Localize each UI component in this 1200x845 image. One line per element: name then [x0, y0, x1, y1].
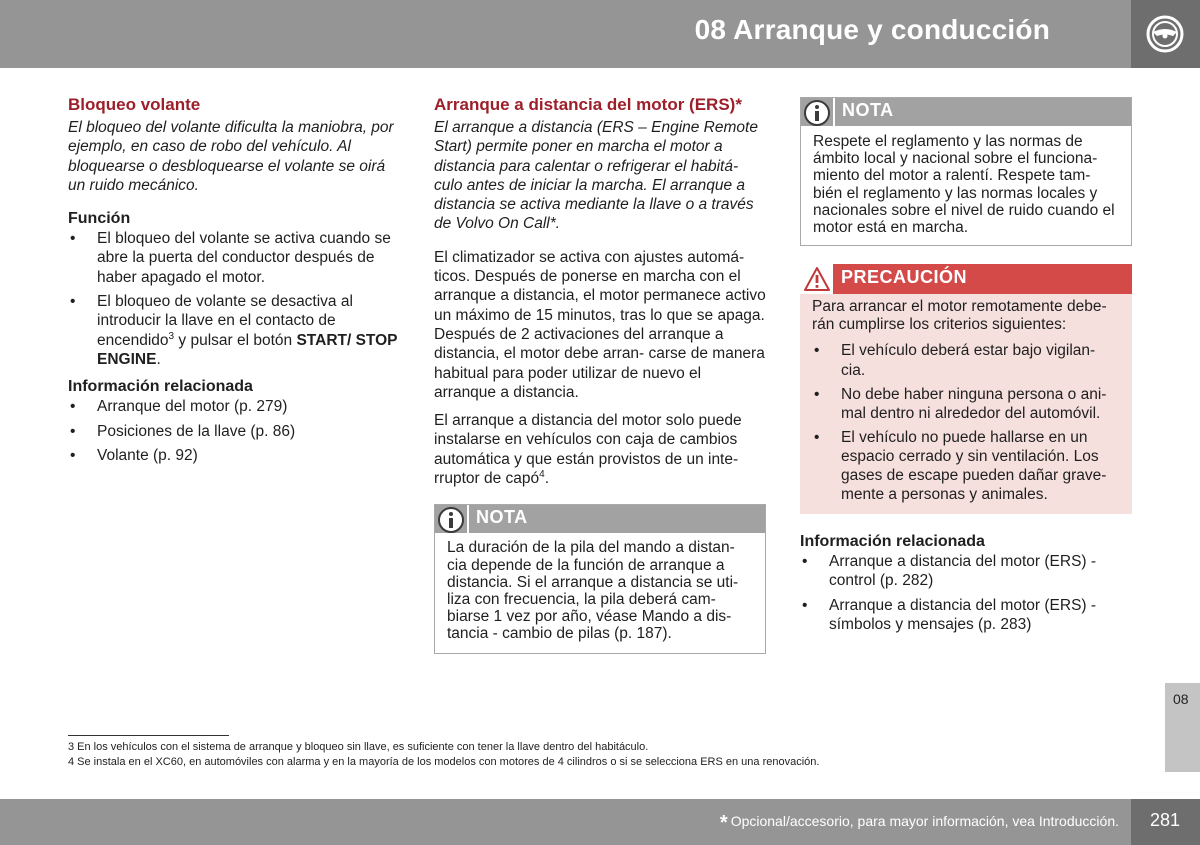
- funcion-list: [68, 229, 398, 369]
- related-link[interactable]: • Posiciones de la llave (p. 86): [70, 422, 296, 440]
- chapter-tab-label: 08: [1173, 691, 1189, 707]
- warning-icon: [804, 267, 830, 291]
- bullet-icon: •: [70, 230, 76, 248]
- related-link[interactable]: • Arranque a distancia del motor (ERS) - control (p. 282): [802, 553, 1097, 590]
- note-box: [800, 97, 1132, 246]
- info-icon: [804, 100, 830, 126]
- paragraph: El arranque a distancia del motor solo puede instalarse en vehículos con caja de cambios automática y que están provistos de un inte- rruptor de capó$^4$.: [434, 412, 742, 488]
- footnote-ref: 3: [168, 330, 175, 342]
- bullet-icon: •: [814, 342, 820, 360]
- list-item: [68, 229, 398, 287]
- list-item: [68, 292, 398, 369]
- footnote-divider: [68, 735, 229, 736]
- footnote-4: 4 Se instala en el XC60, en automóviles con alarma y en la mayoría de los modelos con motores de 4 cilindros o si se selecciona ERS en una renovación.: [68, 755, 820, 768]
- asterisk-icon: *: [719, 812, 728, 834]
- page-number-box: [1131, 799, 1200, 845]
- chapter-icon-box: [1131, 0, 1200, 68]
- steering-lock-intro: El bloqueo del volante dificulta la maniobra, por ejemplo, en caso de robo del vehículo. Al bloquearse o desbloquearse el volante se oirá un ruido mecánico.: [68, 119, 394, 194]
- section-title-steering-lock: Bloqueo volante: [68, 95, 201, 114]
- caution-title: PRECAUCIÓN: [841, 267, 968, 288]
- related-list: [800, 552, 1132, 634]
- related-link[interactable]: • Volante (p. 92): [70, 446, 198, 464]
- header-bar: [0, 0, 1131, 68]
- note-box: [434, 504, 766, 653]
- caution-box: [800, 264, 1132, 514]
- related-link[interactable]: • Arranque del motor (p. 279): [70, 398, 288, 416]
- caution-intro: Para arrancar el motor remotamente debe- rán cumplirse los criterios siguientes:: [812, 298, 1107, 333]
- bullet-icon: •: [70, 398, 76, 416]
- note-header: [435, 505, 765, 533]
- section-title-remote-start: Arranque a distancia del motor (ERS)*: [434, 95, 742, 114]
- funcion-heading: Función: [68, 210, 131, 228]
- footnote-ref: 4: [539, 468, 545, 480]
- paragraph: El climatizador se activa con ajustes automá- ticos. Después de ponerse en marcha con el arranque a distancia, el motor permanece activo un máximo de 15 minutos, tras lo que se apaga. Después de 2 activaciones del arranque a distancia, el motor debe arran- carse de manera habitual para poder utilizar de nuevo el arranque a distancia.: [434, 248, 766, 401]
- note-title: NOTA: [476, 507, 528, 528]
- bullet-icon: •: [802, 553, 808, 571]
- column-steering-lock: [68, 94, 398, 473]
- page-number: 281: [1150, 810, 1181, 830]
- bullet-icon: •: [814, 385, 820, 403]
- list-item: • No debe haber ninguna persona o ani- mal dentro ni alrededor del automóvil.: [814, 385, 1107, 422]
- remote-start-intro: El arranque a distancia (ERS – Engine Remote Start) permite poner en marcha el motor a distancia para calentar o refrigerar el habitá- culo antes de iniciar la marcha. El arranque a distancia se activa mediante la llave o a través de Volvo On Call*.: [434, 119, 758, 233]
- chapter-tab[interactable]: [1165, 683, 1200, 772]
- note-body: Respete el reglamento y las normas de ámbito local y nacional sobre el funciona- miento del motor a ralentí. Respete tam- bién el reglamento y las normas locales y nacionales sobre el nivel de ruido cuando el motor está en marcha.: [813, 133, 1115, 237]
- related-heading: Información relacionada: [800, 533, 985, 551]
- list-item: • El vehículo deberá estar bajo vigilan- cia.: [814, 342, 1096, 379]
- column-remote-start: [434, 94, 766, 654]
- related-heading: Información relacionada: [68, 378, 253, 396]
- footnote-3: 3 En los vehículos con el sistema de arranque y bloqueo sin llave, es suficiente con tener la llave dentro del habitáculo.: [68, 741, 649, 753]
- note-header: [801, 98, 1131, 126]
- note-title: NOTA: [842, 100, 894, 120]
- list-item: • El vehículo no puede hallarse en un espacio cerrado y sin ventilación. Los gases de escape pueden dañar grave- mente a personas y animales.: [814, 428, 1107, 504]
- note-body: La duración de la pila del mando a distan- cia depende de la función de arranque a distancia. Si el arranque a distancia se uti- liza con frecuencia, la pila deberá cam- biarse 1 vez por año, véase Mando a dis- tancia - cambio de pilas (p. 187).: [447, 539, 739, 643]
- info-icon: [438, 507, 464, 533]
- caution-list: [812, 341, 1120, 504]
- related-link[interactable]: • Arranque a distancia del motor (ERS) - símbolos y mensajes (p. 283): [802, 596, 1097, 634]
- bullet-icon: •: [70, 446, 76, 464]
- footnotes: [68, 740, 819, 769]
- related-list: [68, 397, 398, 465]
- column-notes: [800, 97, 1132, 642]
- list-item-text: El bloqueo de volante se desactiva al introducir la llave en el contacto de encendido$^3$ y pulsar el botón START/ STOP ENGINE.: [97, 293, 398, 368]
- bullet-icon: •: [802, 596, 808, 614]
- chapter-title: 08 Arranque y conducción: [694, 14, 1050, 45]
- bullet-icon: •: [814, 428, 820, 446]
- caution-header: [800, 264, 1132, 294]
- footer-bar: [0, 799, 1131, 845]
- footer-note: * Opcional/accesorio, para mayor información, vea Introducción.: [719, 812, 1119, 834]
- list-item-text: El bloqueo del volante se activa cuando se abre la puerta del conductor después de haber apagado el motor.: [97, 230, 391, 286]
- bullet-icon: •: [70, 293, 76, 311]
- caution-body: [800, 294, 1132, 514]
- button-name: START/ STOP ENGINE: [97, 331, 398, 368]
- bullet-icon: •: [70, 422, 76, 440]
- steering-wheel-icon: [1145, 14, 1185, 54]
